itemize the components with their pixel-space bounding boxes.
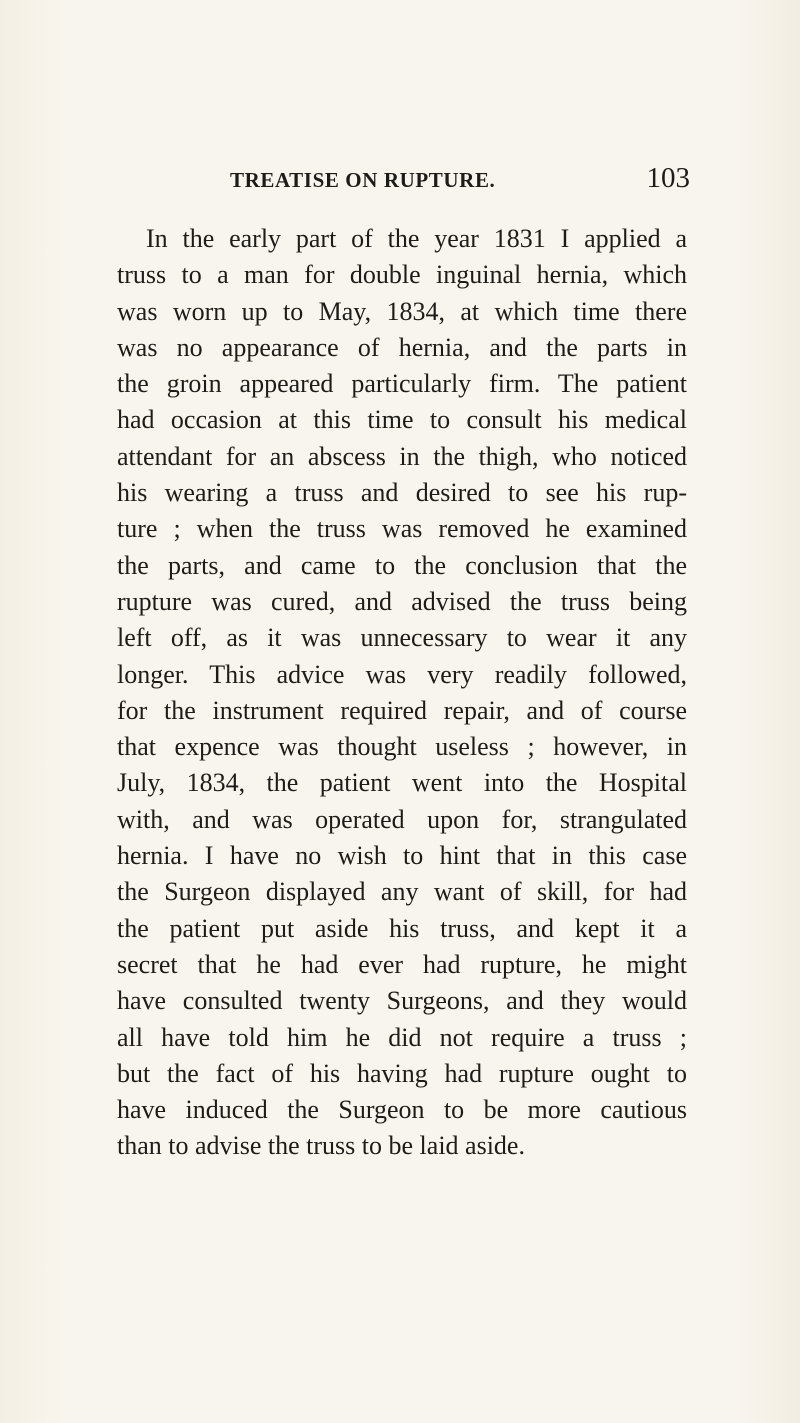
- text-line: all have told him he did not require a truss ;: [117, 1022, 687, 1052]
- text-line: have consulted twenty Surgeons, and they would: [117, 986, 687, 1016]
- text-line: that expence was thought useless ; however, in: [117, 732, 687, 762]
- text-line: the groin appeared particularly firm. The patient: [117, 369, 687, 399]
- text-line: In the early part of the year 1831 I applied a: [146, 224, 687, 253]
- text-line: July, 1834, the patient went into the Hospital: [117, 768, 687, 798]
- page-number: 103: [646, 162, 690, 194]
- text-line: with, and was operated upon for, strangulated: [117, 804, 687, 834]
- text-line: was worn up to May, 1834, at which time there: [117, 296, 687, 326]
- text-line: longer. This advice was very readily followed,: [117, 659, 687, 689]
- text-line: was no appearance of hernia, and the parts in: [117, 332, 687, 362]
- text-line: attendant for an abscess in the thigh, who noticed: [117, 441, 687, 471]
- running-title: TREATISE ON RUPTURE.: [230, 168, 496, 192]
- text-line: than to advise the truss to be laid aside.: [117, 1131, 525, 1161]
- text-line: have induced the Surgeon to be more cautious: [117, 1095, 687, 1125]
- text-line: hernia. I have no wish to hint that in this case: [117, 841, 687, 871]
- text-line: rupture was cured, and advised the truss being: [117, 586, 687, 616]
- text-line: ture ; when the truss was removed he examined: [117, 514, 687, 544]
- text-line: truss to a man for double inguinal hernia, which: [117, 260, 687, 290]
- body-paragraph: [117, 221, 687, 1165]
- text-line: the Surgeon displayed any want of skill, for had: [117, 877, 687, 907]
- text-line: his wearing a truss and desired to see his rup-: [117, 478, 687, 508]
- text-line: secret that he had ever had rupture, he might: [117, 949, 687, 979]
- text-line: had occasion at this time to consult his medical: [117, 405, 687, 435]
- text-line: left off, as it was unnecessary to wear it any: [117, 623, 687, 653]
- text-line: the patient put aside his truss, and kept it a: [117, 913, 687, 943]
- text-line: but the fact of his having had rupture ought to: [117, 1058, 687, 1088]
- running-head: [230, 162, 690, 196]
- text-line: for the instrument required repair, and of course: [117, 695, 687, 725]
- text-line: the parts, and came to the conclusion that the: [117, 550, 687, 580]
